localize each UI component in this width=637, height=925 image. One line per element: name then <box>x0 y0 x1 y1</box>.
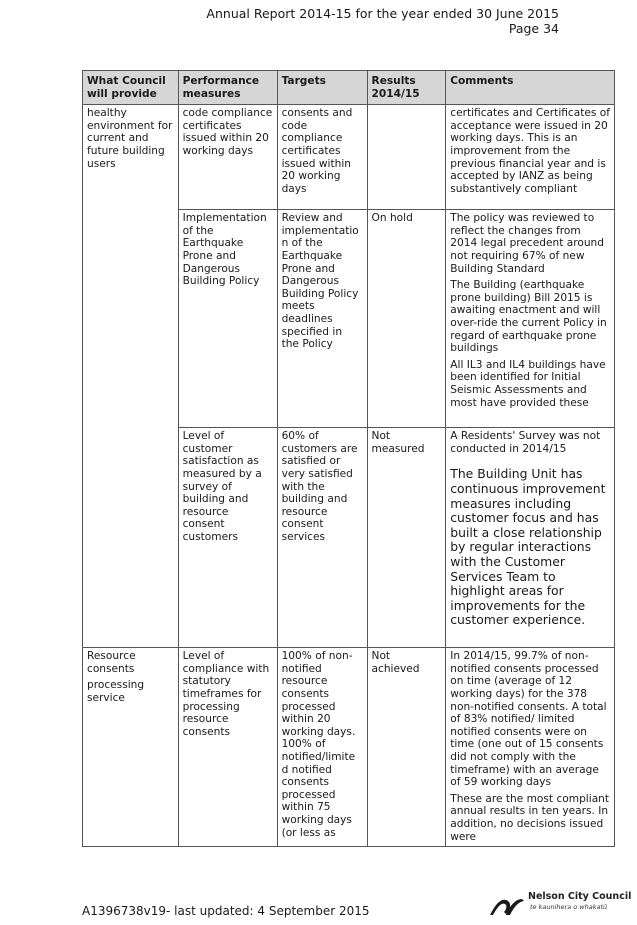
comment-paragraph: A Residents' Survey was not conducted in 2014/15 <box>450 430 601 455</box>
document-id-footer: A1396738v19- last updated: 4 September 2015 <box>82 904 370 918</box>
provide-text: healthy environment for current and future building users <box>87 107 173 170</box>
header-title: Annual Report 2014-15 for the year ended 30 June 2015 <box>206 6 559 21</box>
comment-paragraph: All IL3 and IL4 buildings have been identified for Initial Seismic Assessments and most have provided these <box>450 358 606 409</box>
comment-cell <box>446 210 615 428</box>
measure-cell: Implementation of the Earthquake Prone and Dangerous Building Policy <box>178 210 277 428</box>
logo-name: Nelson City Council <box>528 891 632 902</box>
col-header-measures: Performance measures <box>178 71 277 105</box>
provide-cell <box>83 105 179 210</box>
performance-table <box>82 70 615 847</box>
col-header-targets: Targets <box>277 71 367 105</box>
council-logo <box>488 891 632 921</box>
target-cell: consents and code compliance certificates issued within 20 working days <box>277 105 367 210</box>
result-cell: On hold <box>367 210 446 428</box>
target-cell: 100% of non-notified resource consents processed within 20 working days. 100% of notified/limite d notified consents processed within 75 working days (or less as <box>277 648 367 847</box>
table-row <box>83 648 615 847</box>
target-cell: Review and implementatio n of the Earthquake Prone and Dangerous Building Policy meets deadlines specified in the Policy <box>277 210 367 428</box>
result-cell <box>367 105 446 210</box>
comment-paragraph: These are the most compliant annual results in ten years. In addition, no decisions issued were <box>450 792 610 843</box>
comment-paragraph: The Building (earthquake prone building) Bill 2015 is awaiting enactment and will over-ride the current Policy in regard of earthquake prone buildings <box>450 279 607 355</box>
comment-paragraph-large: The Building Unit has continuous improvement measures including customer focus and has built a close relationship by regular interactions with the Customer Services Team to highlight areas for improvements for the customer experience. <box>450 466 606 628</box>
measure-cell: code compliance certificates issued within 20 working days <box>178 105 277 210</box>
table-row <box>83 428 615 648</box>
provide-cell-empty <box>83 428 179 648</box>
comment-paragraph: The policy was reviewed to reflect the changes from 2014 legal precedent around not requiring 67% of new Building Standard <box>450 212 604 275</box>
measure-cell: Level of customer satisfaction as measured by a survey of building and resource consent customers <box>178 428 277 648</box>
result-cell: Not measured <box>367 428 446 648</box>
comment-cell: certificates and Certificates of acceptance were issued in 20 working days. This is an improvement from the previous financial year and is accepted by IANZ as being substantively compliant <box>446 105 615 210</box>
table-row <box>83 210 615 428</box>
col-header-results: Results 2014/15 <box>367 71 446 105</box>
comment-paragraph: In 2014/15, 99.7% of non-notified consents processed on time (average of 12 working days) for the 378 non-notified consents. A total of 83% notified/ limited notified consents were on time (one out of 15 consents did not comply with the timeframe) with an average of 59 working days <box>450 650 607 789</box>
target-cell: 60% of customers are satisfied or very satisfied with the building and resource consent services <box>277 428 367 648</box>
comment-cell <box>446 428 615 648</box>
logo-subtitle: te kaunihera o whakatū <box>530 903 608 911</box>
provide-cell <box>83 648 179 847</box>
measure-cell: Level of compliance with statutory timeframes for processing resource consents <box>178 648 277 847</box>
comment-cell <box>446 648 615 847</box>
table-row <box>83 105 615 210</box>
table-header-row <box>83 71 615 105</box>
provide-text: processing service <box>87 679 145 704</box>
page-number: Page 34 <box>508 21 559 36</box>
result-cell: Not achieved <box>367 648 446 847</box>
col-header-comments: Comments <box>446 71 615 105</box>
provide-text: Resource consents <box>87 650 136 675</box>
provide-cell-empty <box>83 210 179 428</box>
council-logo-icon <box>488 893 526 917</box>
col-header-provide: What Council will provide <box>83 71 179 105</box>
